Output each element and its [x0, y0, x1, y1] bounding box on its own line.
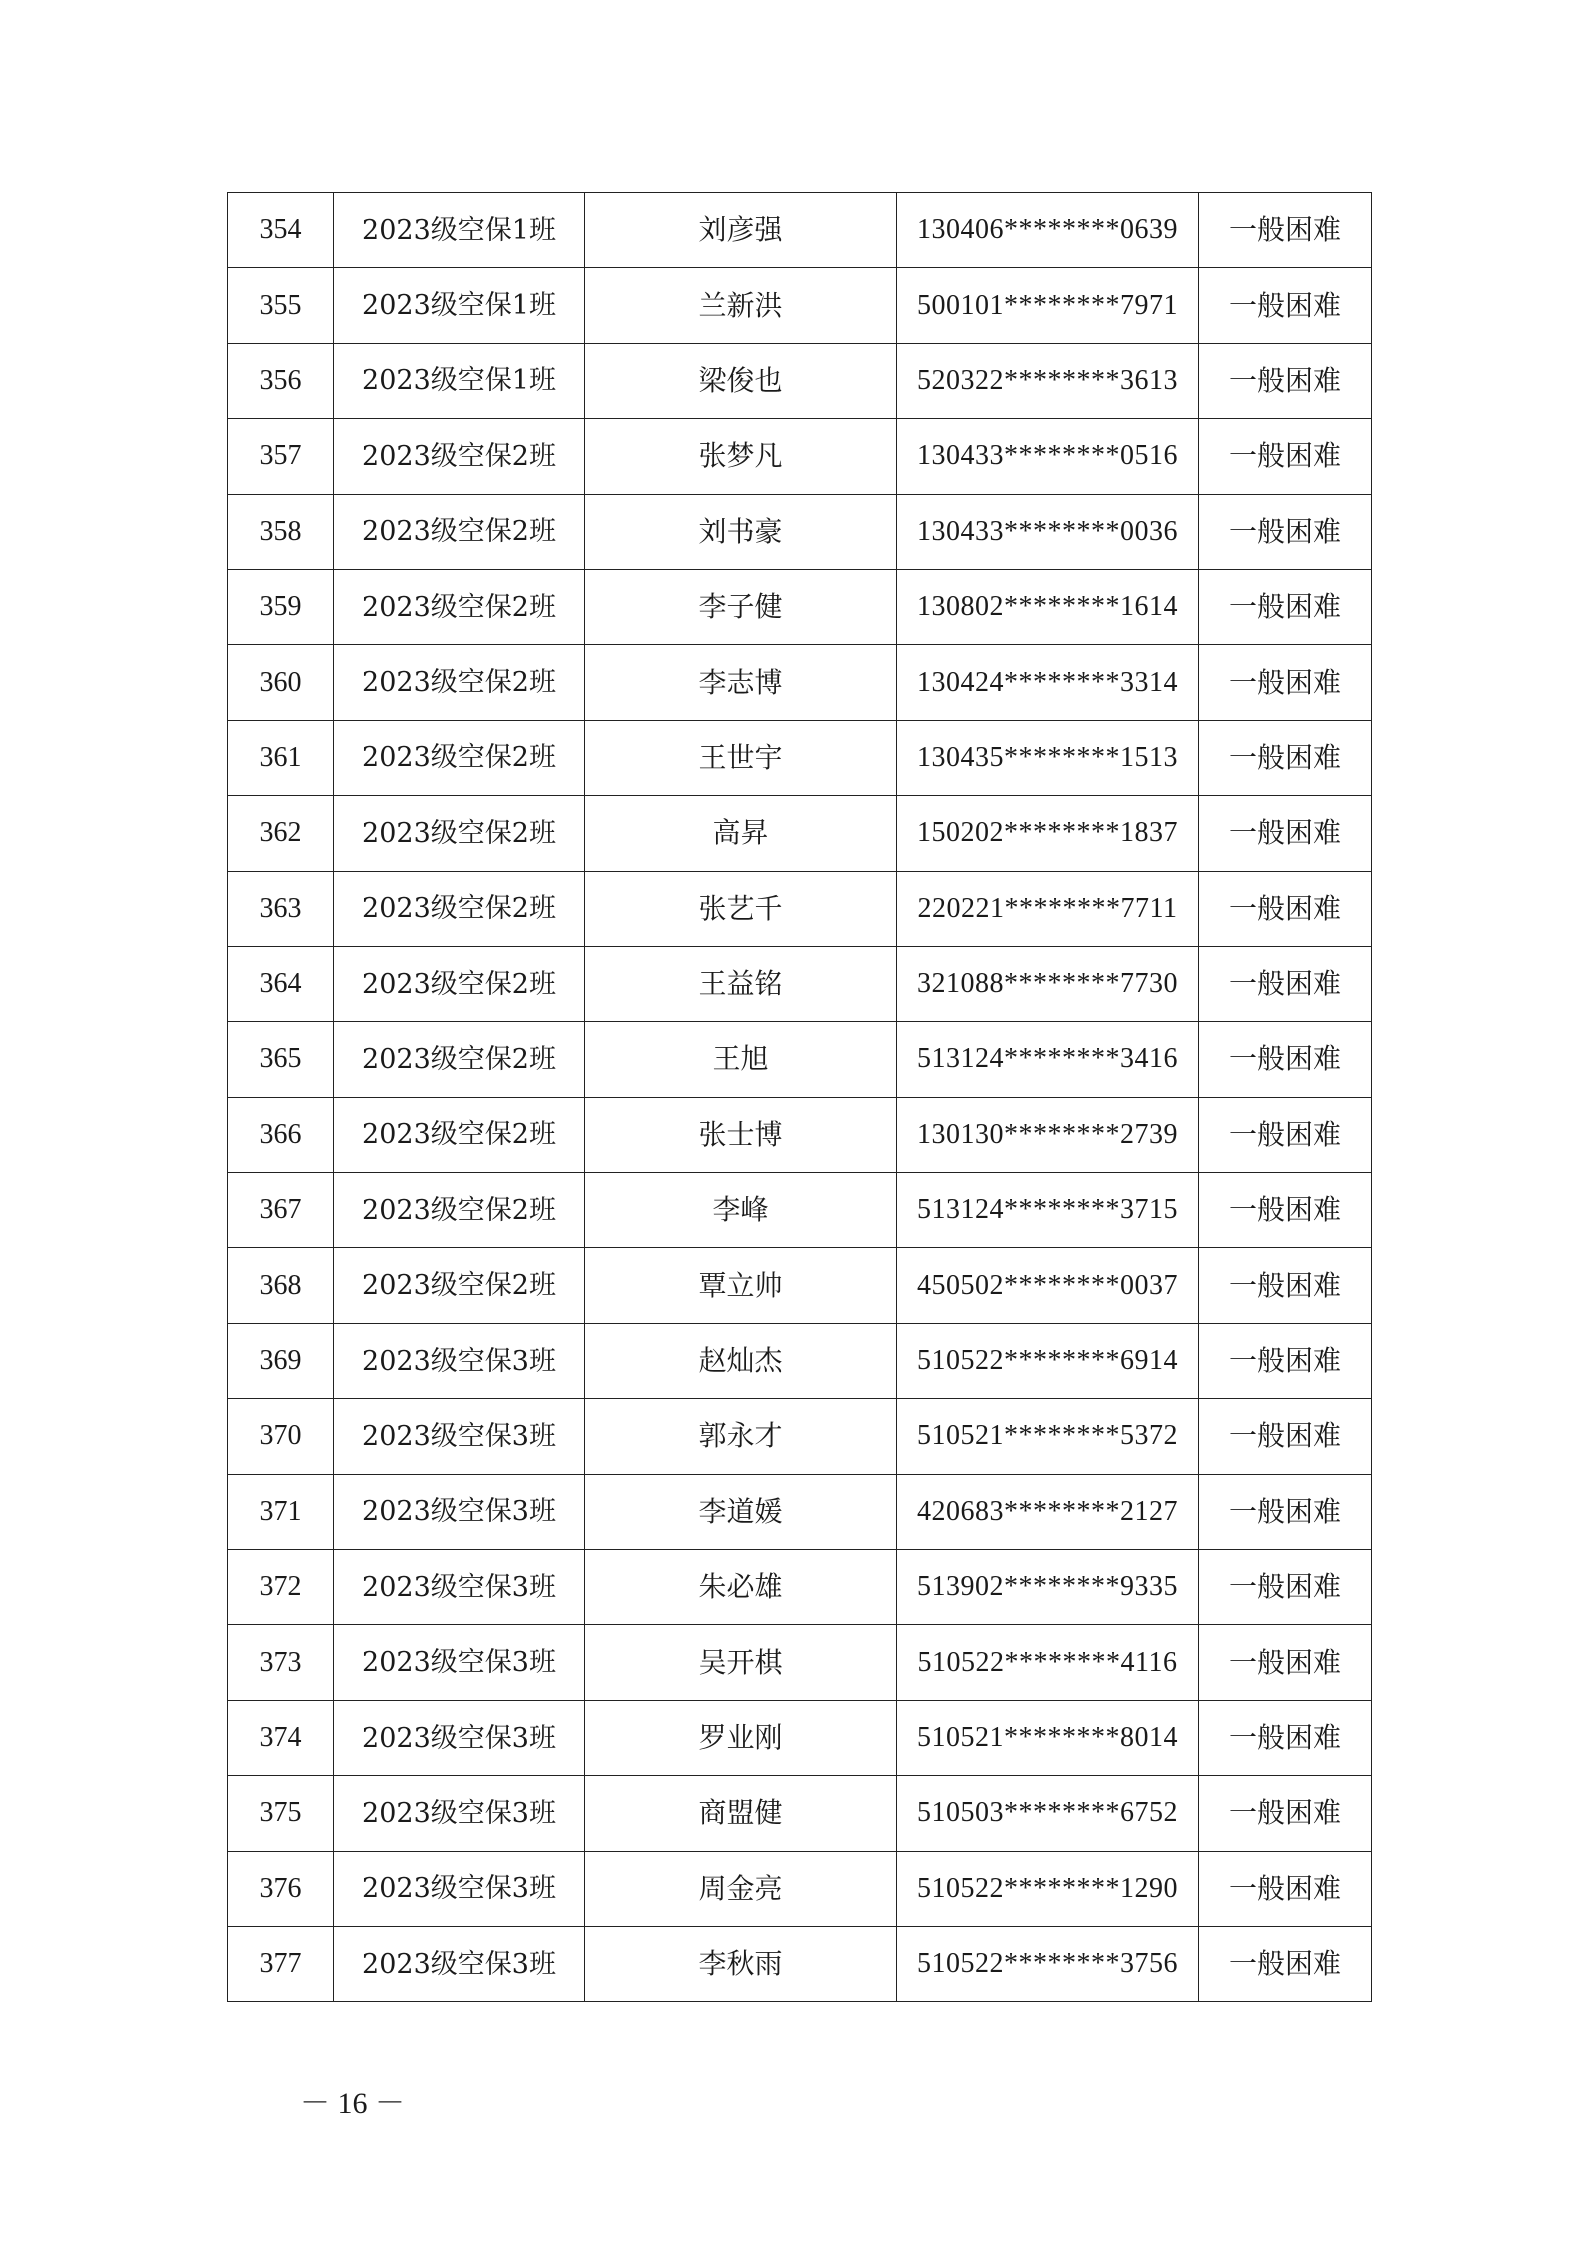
- difficulty-level-cell: 一般困难: [1199, 1926, 1372, 2001]
- difficulty-level-cell: 一般困难: [1199, 720, 1372, 795]
- student-name-cell: 王旭: [585, 1022, 897, 1097]
- id-number-cell: 130130********2739: [897, 1097, 1199, 1172]
- difficulty-level-cell: 一般困难: [1199, 1022, 1372, 1097]
- table-row: [228, 1926, 1372, 2001]
- table-row: [228, 1022, 1372, 1097]
- serial-number-cell: 362: [228, 796, 334, 871]
- class-cell: 2023级空保2班: [334, 419, 585, 494]
- class-cell: 2023级空保3班: [334, 1550, 585, 1625]
- student-name-cell: 王世宇: [585, 720, 897, 795]
- serial-number-cell: 370: [228, 1399, 334, 1474]
- serial-number-cell: 368: [228, 1248, 334, 1323]
- table-row: [228, 1776, 1372, 1851]
- page-number: － 16 －: [300, 2087, 405, 2120]
- student-name-cell: 李峰: [585, 1173, 897, 1248]
- class-cell: 2023级空保2班: [334, 946, 585, 1021]
- table-row: [228, 419, 1372, 494]
- id-number-cell: 510522********3756: [897, 1926, 1199, 2001]
- serial-number-cell: 365: [228, 1022, 334, 1097]
- table-row: [228, 268, 1372, 343]
- id-number-cell: 510522********6914: [897, 1323, 1199, 1398]
- id-number-cell: 130433********0036: [897, 494, 1199, 569]
- serial-number-cell: 356: [228, 343, 334, 418]
- serial-number-cell: 355: [228, 268, 334, 343]
- serial-number-cell: 372: [228, 1550, 334, 1625]
- class-cell: 2023级空保2班: [334, 796, 585, 871]
- difficulty-level-cell: 一般困难: [1199, 1851, 1372, 1926]
- student-name-cell: 郭永才: [585, 1399, 897, 1474]
- class-cell: 2023级空保1班: [334, 193, 585, 268]
- difficulty-level-cell: 一般困难: [1199, 1550, 1372, 1625]
- difficulty-level-cell: 一般困难: [1199, 1097, 1372, 1172]
- table-row: [228, 1700, 1372, 1775]
- table-row: [228, 1851, 1372, 1926]
- class-cell: 2023级空保3班: [334, 1700, 585, 1775]
- difficulty-level-cell: 一般困难: [1199, 1173, 1372, 1248]
- id-number-cell: 513124********3416: [897, 1022, 1199, 1097]
- class-cell: 2023级空保3班: [334, 1851, 585, 1926]
- id-number-cell: 510522********1290: [897, 1851, 1199, 1926]
- student-name-cell: 刘书豪: [585, 494, 897, 569]
- serial-number-cell: 367: [228, 1173, 334, 1248]
- difficulty-level-cell: 一般困难: [1199, 419, 1372, 494]
- serial-number-cell: 357: [228, 419, 334, 494]
- table-row: [228, 343, 1372, 418]
- serial-number-cell: 366: [228, 1097, 334, 1172]
- id-number-cell: 220221********7711: [897, 871, 1199, 946]
- difficulty-level-cell: 一般困难: [1199, 268, 1372, 343]
- table-row: [228, 1173, 1372, 1248]
- serial-number-cell: 363: [228, 871, 334, 946]
- student-name-cell: 张艺千: [585, 871, 897, 946]
- id-number-cell: 513902********9335: [897, 1550, 1199, 1625]
- class-cell: 2023级空保3班: [334, 1776, 585, 1851]
- table-row: [228, 1399, 1372, 1474]
- id-number-cell: 130435********1513: [897, 720, 1199, 795]
- student-name-cell: 朱必雄: [585, 1550, 897, 1625]
- class-cell: 2023级空保2班: [334, 569, 585, 644]
- id-number-cell: 130802********1614: [897, 569, 1199, 644]
- student-name-cell: 赵灿杰: [585, 1323, 897, 1398]
- id-number-cell: 130433********0516: [897, 419, 1199, 494]
- table-row: [228, 796, 1372, 871]
- id-number-cell: 510521********5372: [897, 1399, 1199, 1474]
- student-name-cell: 李秋雨: [585, 1926, 897, 2001]
- table-row: [228, 494, 1372, 569]
- serial-number-cell: 377: [228, 1926, 334, 2001]
- difficulty-level-cell: 一般困难: [1199, 569, 1372, 644]
- student-name-cell: 吴开棋: [585, 1625, 897, 1700]
- roster-body: [228, 193, 1372, 2002]
- class-cell: 2023级空保2班: [334, 1248, 585, 1323]
- serial-number-cell: 369: [228, 1323, 334, 1398]
- difficulty-level-cell: 一般困难: [1199, 494, 1372, 569]
- table-row: [228, 871, 1372, 946]
- table-row: [228, 946, 1372, 1021]
- class-cell: 2023级空保3班: [334, 1625, 585, 1700]
- table-row: [228, 1097, 1372, 1172]
- table-row: [228, 1323, 1372, 1398]
- serial-number-cell: 354: [228, 193, 334, 268]
- difficulty-level-cell: 一般困难: [1199, 1776, 1372, 1851]
- student-name-cell: 刘彦强: [585, 193, 897, 268]
- table-row: [228, 1474, 1372, 1549]
- student-name-cell: 罗业刚: [585, 1700, 897, 1775]
- student-name-cell: 商盟健: [585, 1776, 897, 1851]
- difficulty-level-cell: 一般困难: [1199, 1625, 1372, 1700]
- class-cell: 2023级空保3班: [334, 1926, 585, 2001]
- serial-number-cell: 359: [228, 569, 334, 644]
- difficulty-level-cell: 一般困难: [1199, 193, 1372, 268]
- class-cell: 2023级空保2班: [334, 1173, 585, 1248]
- table-row: [228, 569, 1372, 644]
- class-cell: 2023级空保3班: [334, 1399, 585, 1474]
- id-number-cell: 450502********0037: [897, 1248, 1199, 1323]
- difficulty-level-cell: 一般困难: [1199, 796, 1372, 871]
- serial-number-cell: 360: [228, 645, 334, 720]
- student-name-cell: 王益铭: [585, 946, 897, 1021]
- class-cell: 2023级空保3班: [334, 1323, 585, 1398]
- class-cell: 2023级空保2班: [334, 494, 585, 569]
- id-number-cell: 520322********3613: [897, 343, 1199, 418]
- class-cell: 2023级空保2班: [334, 1097, 585, 1172]
- difficulty-level-cell: 一般困难: [1199, 645, 1372, 720]
- student-name-cell: 高昇: [585, 796, 897, 871]
- table-row: [228, 1248, 1372, 1323]
- difficulty-level-cell: 一般困难: [1199, 1399, 1372, 1474]
- table-row: [228, 1550, 1372, 1625]
- class-cell: 2023级空保2班: [334, 720, 585, 795]
- class-cell: 2023级空保2班: [334, 645, 585, 720]
- serial-number-cell: 375: [228, 1776, 334, 1851]
- id-number-cell: 150202********1837: [897, 796, 1199, 871]
- student-name-cell: 覃立帅: [585, 1248, 897, 1323]
- serial-number-cell: 361: [228, 720, 334, 795]
- serial-number-cell: 371: [228, 1474, 334, 1549]
- student-name-cell: 兰新洪: [585, 268, 897, 343]
- difficulty-level-cell: 一般困难: [1199, 1248, 1372, 1323]
- serial-number-cell: 373: [228, 1625, 334, 1700]
- serial-number-cell: 376: [228, 1851, 334, 1926]
- id-number-cell: 321088********7730: [897, 946, 1199, 1021]
- class-cell: 2023级空保2班: [334, 871, 585, 946]
- id-number-cell: 513124********3715: [897, 1173, 1199, 1248]
- student-name-cell: 李道媛: [585, 1474, 897, 1549]
- table-row: [228, 720, 1372, 795]
- table-row: [228, 645, 1372, 720]
- roster-table: [227, 192, 1372, 2002]
- student-name-cell: 张梦凡: [585, 419, 897, 494]
- difficulty-level-cell: 一般困难: [1199, 343, 1372, 418]
- class-cell: 2023级空保1班: [334, 343, 585, 418]
- student-name-cell: 李志博: [585, 645, 897, 720]
- id-number-cell: 130424********3314: [897, 645, 1199, 720]
- student-name-cell: 梁俊也: [585, 343, 897, 418]
- student-name-cell: 张士博: [585, 1097, 897, 1172]
- id-number-cell: 500101********7971: [897, 268, 1199, 343]
- serial-number-cell: 364: [228, 946, 334, 1021]
- class-cell: 2023级空保3班: [334, 1474, 585, 1549]
- table-row: [228, 1625, 1372, 1700]
- serial-number-cell: 358: [228, 494, 334, 569]
- serial-number-cell: 374: [228, 1700, 334, 1775]
- table-row: [228, 193, 1372, 268]
- id-number-cell: 130406********0639: [897, 193, 1199, 268]
- difficulty-level-cell: 一般困难: [1199, 871, 1372, 946]
- id-number-cell: 420683********2127: [897, 1474, 1199, 1549]
- id-number-cell: 510503********6752: [897, 1776, 1199, 1851]
- id-number-cell: 510522********4116: [897, 1625, 1199, 1700]
- class-cell: 2023级空保1班: [334, 268, 585, 343]
- id-number-cell: 510521********8014: [897, 1700, 1199, 1775]
- difficulty-level-cell: 一般困难: [1199, 1323, 1372, 1398]
- difficulty-level-cell: 一般困难: [1199, 946, 1372, 1021]
- difficulty-level-cell: 一般困难: [1199, 1700, 1372, 1775]
- class-cell: 2023级空保2班: [334, 1022, 585, 1097]
- student-name-cell: 周金亮: [585, 1851, 897, 1926]
- student-name-cell: 李子健: [585, 569, 897, 644]
- difficulty-level-cell: 一般困难: [1199, 1474, 1372, 1549]
